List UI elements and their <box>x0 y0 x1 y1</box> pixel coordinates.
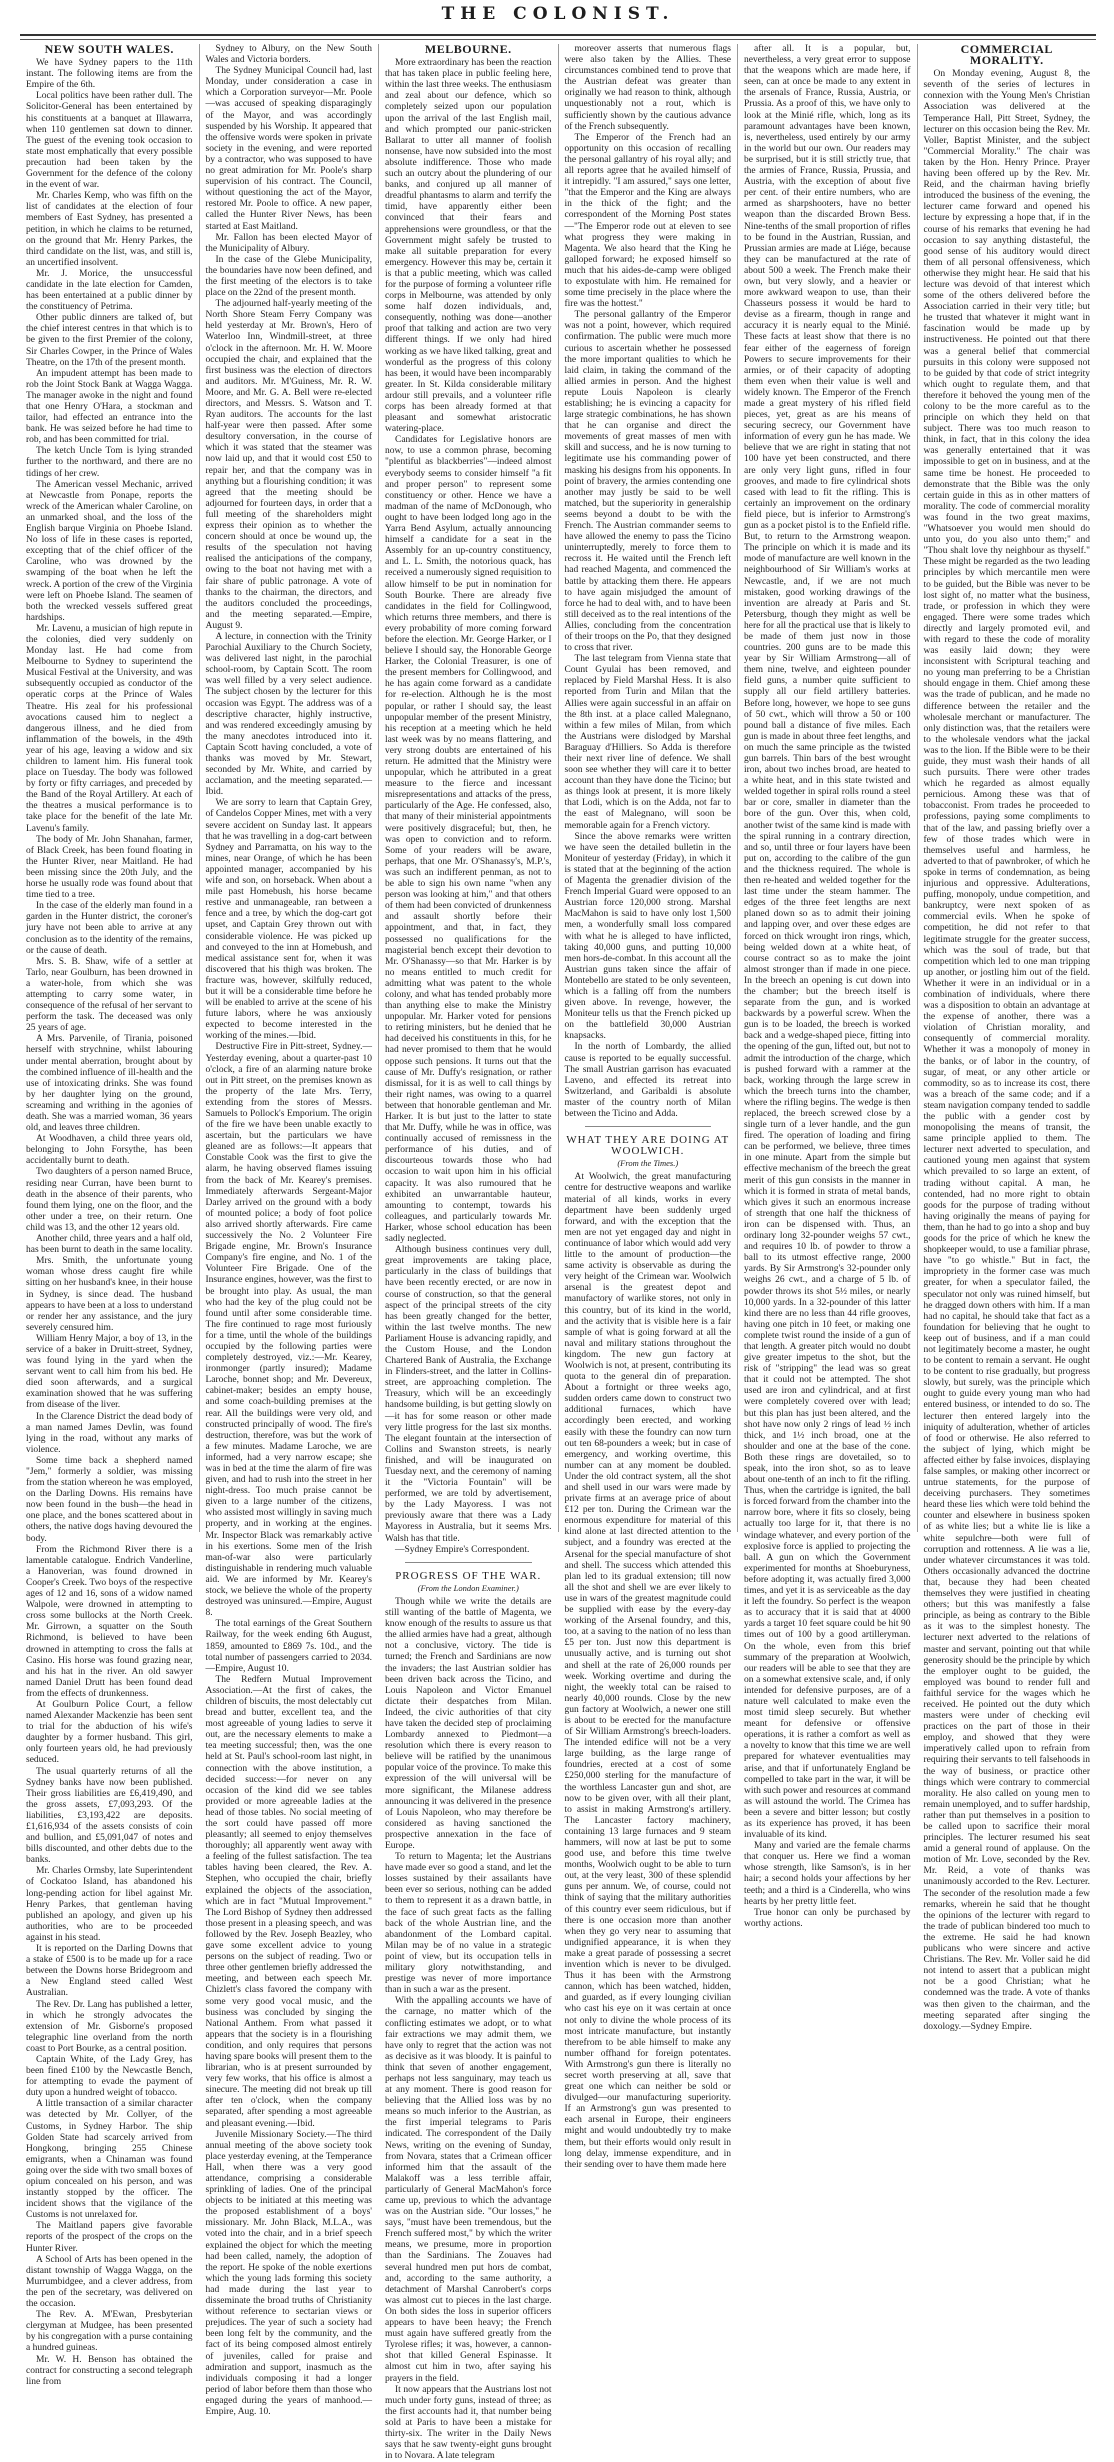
article-paragraph: The usual quarterly returns of all the Sydney banks have now been published. Their gross liabilities are £6,419,490, and the gross assets, £7,093,293. Of the liabilities, £3,193,422 are deposits. £1,616,934 of the assets consists of coin and bullion, and £5,091,047 of notes and bills discounted, and other debts due to the banks. <box>26 1766 193 1866</box>
article-paragraph: We are sorry to learn that Captain Grey, of Candelos Copper Mines, met with a very severe accident on Sunday last. It appears that he was travelling in a dog-cart between Sydney and Parramatta, on his way to the mines, near Orange, of which he has been appointed manager, accompanied by his wife and son, on horseback. When about a mile past Homebush, his horse became restive and unmanageable, ran between a fence and a tree, by which the dog-cart got upset, and Captain Grey thrown out with considerable violence. He was picked up and conveyed to the inn at Homebush, and medical assistance sent for, when it was discovered that his thigh was broken. The fracture was, however, skilfully reduced, but it will be a considerable time before he will be enabled to arrive at the scene of his future labors, where he was anxiously expected to become interested in the working of the mines.—Ibid. <box>205 798 372 1042</box>
article-paragraph: Candidates for Legislative honors are now, to use a common phrase, becoming "plentiful as blackberries"—indeed almost everybody seems to consider himself "a fit and proper person" to represent some constituency or other. Hence we have a madman of the name of McDonough, who ought to have been lodged long ago in the Yarra Bend Asylum, actually announcing himself a candidate for a seat in the Assembly for an up-country constituency, and L. L. Smith, the notorious quack, has received a numerously signed requisition to allow himself to be put in nomination for South Bourke. There are already five candidates in the field for Collingwood, which returns three members, and there is every probability of more coming forward before the election. Mr. George Harker, or I believe I should say, the Honorable George Harker, the Colonial Treasurer, is one of the present members for Collingwood, and he has again come forward as a candidate for re-election. Although he is the most popular, or rather I should say, the least unpopular member of the present Ministry, his reception at a meeting which he held last week was by no means flattering, and very strong doubts are entertained of his return. He admitted that the Ministry were unpopular, which he attributed in a great measure to the fierce and incessant misrepresentations and attacks of the press, particularly of the Age. He confessed, also, that many of their ministerial appointments were positively disgraceful; but, then, he was open to conviction and to reform. Some of your readers will be aware, perhaps, that one Mr. O'Shanassy's, M.P.'s, was such an indifferent penman, as not to be able to sign his own name "when any person was looking at him," and that others of them had been convicted of drunkenness and assault shortly before their appointment, and that, in fact, they possessed no qualifications for the magisterial bench except their devotion to Mr. O'Shanassy—so that Mr. Harker is by no means entitled to much credit for admitting what was patent to the whole colony, and what has tended probably more than anything else to make the Ministry unpopular. Mr. Harker voted for pensions to retiring ministers, but he denied that he had deceived his constituents in this, for he had never promised to them that he would oppose such pensions. It turns out that the cause of Mr. Duffy's resignation, or rather dismissal, for it is as well to call things by their right names, was owing to a quarrel between that honorable gentleman and Mr. Harker. It is but just to the latter to state that Mr. Duffy, while he was in office, was continually accused of remissness in the performance of his duties, and of discourteous towards those who had occasion to wait upon him in his official capacity. It was also rumoured that he exhibited an unwarrantable hauteur, amounting to contempt, towards his colleagues, and particularly towards Mr. Harker, whose school education has been sadly neglected. <box>385 435 552 1245</box>
article-paragraph: An impudent attempt has been made to rob the Joint Stock Bank at Wagga Wagga. The manager awoke in the night and found that one Henry O'Hara, a stockman and tailor, had effected an entrance into the bank. He was seized before he had time to rob, and has been committed for trial. <box>26 368 193 446</box>
article-paragraph: At Goulburn Police Court, a fellow named Alexander Mackenzie has been sent to trial for the abduction of his wife's daughter by a former husband. This girl, only fourteen years old, he had previously seduced. <box>26 1699 193 1766</box>
article-paragraph: Sydney to Albury, on the New South Wales and Victoria borders. <box>205 44 372 66</box>
article-paragraph: The adjourned half-yearly meeting of the North Shore Steam Ferry Company was held yesterday at Mr. Brown's, Hero of Waterloo Inn, Windmill-street, at three o'clock in the afternoon. Mr. H. W. Moore occupied the chair, and explained that the first business was the election of directors and auditors. Mr. M'Guiness, Mr. R. W. Moore, and Mr. G. A. Bell were re-elected directors, and Messrs. S. Watson and T. Ryan auditors. The accounts for the last half-year were then passed. After some desultory conversation, in the course of which it was stated that the steamer was now laid up, and that it would cost £50 to repair her, and that the company was in anything but a flourishing condition; it was agreed that the meeting should be adjourned for fourteen days, in order that a full meeting of the shareholders might express their opinion as to whether the concern should at once be wound up, the results of the speculation not having realised the anticipations of the company, owing to the boat not having met with a fair share of public patronage. A vote of thanks to the chairman, the directors, and the auditors concluded the proceedings, and the meeting separated.—Empire, August 9. <box>205 299 372 631</box>
article-paragraph: Mr. Charles Kemp, who was fifth on the list of candidates at the election of four members of East Sydney, has presented a petition, in which he claims to be returned, on the ground that Mr. Henry Parkes, the third candidate on the list, was, and still is, an uncertified insolvent. <box>26 191 193 268</box>
article-heading: WHAT THEY ARE DOING AT WOOLWICH. <box>566 1134 730 1158</box>
article-paragraph: Another child, three years and a half old, has been burnt to death in the same locality. <box>26 1234 193 1256</box>
article-paragraph: after all. It is a popular, but, nevertheless, a very great error to suppose that the weapons which are made here, if seen, can at once be made to any extent in the arsenals of France, Russia, Austria, or Prussia. As a proof of this, we have only to look at the Minié rifle, which, long as its paramount advantages have been known, is, nevertheless, used entirely by our army in the world but our own. Our readers may be surprised, but it is still strictly true, that the armies of France, Russia, Prussia, and Austria, with the exception of about five per cent. of their entire numbers, who are armed as sharpshooters, have no better weapon than the discarded Brown Bess. Nine-tenths of the small proportion of rifles to be found in the Austrian, Russian, and Prussian armies are made at Liége, because they can be manufactured at the rate of about 500 a week. The French make their own, but very slowly, and a heavier or more awkward weapon to use, than their Chasseurs possess it would be hard to devise as a firearm, though in range and accuracy it is nearly equal to the Minié. These facts at least show that there is no fear either of the eagerness of foreign Powers to secure improvements for their armies, or of their capacity of adopting them even when their value is well and widely known. The Emperor of the French made a great mystery of his rifled field pieces, yet, great as are his means of securing secrecy, our Government have information of every gun he has made. We believe that we are right in stating that not 100 have yet been constructed, and there are only very light guns, rifled in four grooves, and made to fire cylindrical shots cased with lead to fit the rifling. This is certainly an improvement on the ordinary field piece, but is inferior to Armstrong's gun as a pocket pistol is to the Enfield rifle. But, to return to the Armstrong weapon. The principle on which it is made and its mode of manufacture are well known in the neighbourhood of Sir William's works at Newcastle, and, if we are not much mistaken, good working drawings of the invention are already at Paris and St. Petersburg, though they might as well be here for all the practical use that is likely to be made of them just now in those countries. 200 guns are to be made this year by Sir William Armstrong—all of them nine, twelve, and eighteen pounder field guns, a number quite sufficient to supply all our field artillery batteries. Before long, however, we hope to see guns of 50 cwt., which will throw a 50 or 100 pound ball a distance of five miles. Each gun is made in about three feet lengths, and on much the same principle as the twisted gun barrels. Thin bars of the best wrought iron, about two inches broad, are heated to a white heat, and in this state twisted and welded together in spiral rolls round a steel bar or core, smaller in diameter than the bore of the gun. Over this, when cold, another twist of the same kind is made with the spiral running in a contrary direction, and so, until three or four layers have been put on, according to the calibre of the gun and the thickness required. The whole is then re-heated and welded together for the last time under the steam hammer. The edges of the three feet lengths are next planed down so as to admit their joining and lapping over, and over these edges are forced on thick wrought iron rings, which, being welded down at a white heat, of course contract so as to make the joint almost stronger than if made in one piece. In the breech an opening is cut down into the chamber; but the breech itself is separate from the gun, and is worked backwards by a powerful screw. When the gun is to be loaded, the breech is worked back and a wedge-shaped piece, fitting into the opening of the gun, lifted out, but not to admit the introduction of the charge, which is pushed forward with a rammer at the back, working through the large screw in which the breech turns into the chamber, where the rifling begins. The wedge is then replaced, the breech screwed close by a single turn of a lever handle, and the gun fired. The operation of loading and firing can be performed, we believe, three times in one minute. Apart from the simple but effective mechanism of the breech the great merit of this gun consists in the manner in which it is formed in strata of metal bands, which gives it such an enormous increase of strength that one half the thickness of iron can be dispensed with. Thus, an ordinary long 32-pounder weighs 57 cwt., and requires 10 lb. of powder to throw a ball to its utmost effective range, 2000 yards. By Sir Armstrong's 32-pounder only weighs 26 cwt., and a charge of 5 lb. of powder throws its shot 5½ miles, or nearly 10,000 yards. In a 32-pounder of this latter kind there are no less than 44 rifle grooves, having one pitch in 10 feet, or making one complete twist round the inside of a gun of that length. A greater pitch would no doubt give greater impetus to the shot, but the risk of "stripping" the lead was so great that it could not be attempted. The shot used are iron and cylindrical, and at first were completely covered over with lead; but this plan has just been altered, and the shot have now only 2 rings of lead ½ inch thick, and 1½ inch broad, one at the shoulder and one at the base of the cone. Both these rings are dovetailed, so to speak, into the iron shot, so as to leave about one-tenth of an inch to fit the rifling. Thus, when the cartridge is ignited, the ball is forced forward from the chamber into the narrow bore, where it fits so closely, being actually too large for it, that there is no windage whatever, and every portion of the explosive force is applied to projecting the ball. A gun on which the Government experimented for months at Shoeburyness, before adopting it, was actually fired 3,000 times, and yet it is as serviceable as the day it left the foundry. So perfect is the weapon as to accuracy that it is said that at 4000 yards a target 10 feet square could be hit 90 times out of 100 by a good artilleryman. On the whole, even from this brief summary of the preparation at Woolwich, our readers will be able to see that they are on a somewhat extensive scale, and, if only intended for defensive purposes, are of a nature well calculated to make even the most timid sleep securely. But whether meant for defensive or offensive operations, it is rather a comfort as well as a novelty to know that this time we are well prepared for whatever eventualities may arise, and that if unfortunately England be compelled to take part in the war, it will be with such power and resources at command as will astound the world. The Crimea has been a severe and bitter lesson; but costly as its experience has proved, it has been invaluable of its kind. <box>744 44 911 1841</box>
article-paragraph: Mr. Lavenu, a musician of high repute in the colonies, died very suddenly on Monday last. He had come from Melbourne to Sydney to superintend the Musical Festival at the University, and was subsequently occupied as conductor of the operatic corps at the Prince of Wales Theatre. His zeal for his professional avocations caused him to neglect a dangerous illness, and he died from inflammation of the bowels, in the 49th year of his age, leaving a widow and six children to lament him. His funeral took place on Tuesday. The body was followed by forty or fifty carriages, and preceded by the Band of the Royal Artillery. At each of the theatres a musical performance is to take place for the benefit of the late Mr. Lavenu's family. <box>26 623 193 834</box>
article-paragraph: A little transaction of a similar character was detected by Mr. Collyer, of the Customs, in Sydney Harbor. The ship Golden State had scarcely arrived from Hongkong, bringing 255 Chinese emigrants, when a Chinaman was found going over the side with two small boxes of opium concealed on his person, and was instantly stopped by the officer. The incident shows that the vigilance of the Customs is not unrelaxed for. <box>26 2099 193 2221</box>
article-paragraph: A School of Arts has been opened in the distant township of Wagga Wagga, on the Murrumbidgee, and a clever address, from the pen of the secretary, was delivered on the occasion. <box>26 2254 193 2310</box>
article-paragraph: moreover asserts that numerous flags were also taken by the Allies. These circumstances combined tend to prove that the Austrian defeat was greater than originally we had reason to think, although unquestionably not a rout, which is sufficiently shown by the cautious advance of the French subsequently. <box>564 44 731 132</box>
article-paragraph: In the case of the Glebe Municipality, the boundaries have now been defined, and the first meeting of the electors is to take place on the 22nd of the present month. <box>205 254 372 299</box>
article-paragraph: True honor can only be purchased by worthy actions. <box>744 1907 911 1929</box>
article-heading: NEW SOUTH WALES. <box>44 42 174 56</box>
masthead-rule <box>20 39 1096 40</box>
article-paragraph: Mrs. S. B. Shaw, wife of a settler at Tarlo, near Goulburn, has been drowned in a water-hole, from which she was attempting to carry some water, in consequence of the refusal of her servant to perform the task. The deceased was only 25 years of age. <box>26 956 193 1034</box>
article-paragraph: —Sydney Empire's Correspondent. <box>395 1544 530 1555</box>
article-paragraph: Mr. Charles Ormsby, late Superintendent of Cockatoo Island, has abandoned his long-pending action for libel against Mr. Henry Parkes, that gentleman having published an apology, and given up his authorities, who are to be proceeded against in his stead. <box>26 1866 193 1943</box>
article-paragraph: In the Clarence District the dead body of a man named James Devlin, was found lying in the road, without any marks of violence. <box>26 1411 193 1455</box>
article-paragraph: On Monday evening, August 8, the seventh of the series of lectures in connexion with the Young Men's Christian Association was delivered at the Temperance Hall, Pitt Street, Sydney, the lecturer on this occasion being the Rev. Mr. Voller, Baptist Minister, and the subject "Commercial Morality." The chair was taken by the Hon. Henry Prince. Prayer having been offered up by the Rev. Mr. Reid, and the chairman having briefly introduced the business of the evening, the lecturer came forward and opened his lecture by expressing a hope that, if in the course of his remarks that evening he had occasion to say anything distasteful, the good sense of his auditory would direct them of all personal offensiveness, which otherwise they might hear. He said that his lecture was devoid of that interest which some of the others delivered before the Association carried in their very title; but he trusted that whatever it might want in fascination would be made up by instructiveness. He pointed out that there was a general belief that commercial pursuits in this colony were supposed not to be guided by that code of strict integrity which ought to regulate them, and that therefore it behoved the young men of the colony to be the more careful as to the principle on which they held on that subject. There was too much reason to think, in fact, that in this colony the idea was generally entertained that it was impossible to get on in business, and at the same time be honest. He proceeded to demonstrate that the Bible was the only certain guide in this as in other matters of morality. The code of commercial morality was found in the two great maxims, "Whatsoever you would men should do unto you, do you also unto them;" and "Thou shalt love thy neighbour as thyself." These might be regarded as the two leading principles by which mercantile men were to be guided, but the Bible was never to be lost sight of, no matter what the business, trade, or profession in which they were engaged. There were some trades which directly and largely promoted evil, and with regard to these the code of morality was easily laid down; they were inconsistent with Scriptural teaching and no young man preferring to be a Christian should engage in them. Chief among these was the trade of publican, and he made no difference between the retailer and the wholesale merchant or manufacturer. The only distinction was, that the retailers were to the wholesale vendors what the jackal was to the lion. If the Bible were to be their guide, they must wash their hands of all such pursuits. There were other trades which he regarded as almost equally pernicious. Among these was that of tobacconist. From trades he proceeded to professions, paying some compliments to that of the law, and passing briefly over a few of those trades which were in themselves useful and harmless, he adverted to that of pawnbroker, of which he spoke in terms of condemnation, as being injurious and oppressive. Adulterations, puffing, monopoly, undue competition, and bankruptcy, were next spoken of as commercial evils. When he spoke of competition, he did not refer to that legitimate struggle for the greater success, which was the soul of trade, but that competition which led to one man tripping up another, or jostling him out of the field. Whether it were in an individual or in a combination of individuals, where there was a disposition to obtain an advantage at the expense of another, there was a violation of Christian morality, and consequently of commercial morality. Whether it was a monopoly of money in the banks, or of labor in the country, of sugar, of meat, or any other article or commodity, so as to increase its cost, there was a breach of the same code; and if a steam navigation company tended to saddle the public with a gender cost by monopolising the means of transit, the same principle applied to them. The lecturer next adverted to speculation, and cautioned young men against that system which prevailed to so large an extent, of trading without capital. A man, he contended, had no more right to obtain goods for the purpose of trading without having originally the means of paying for them, than he had to go into a shop and buy goods for the price of which he knew the shopkeeper would, to use a familiar phrase, have "to go whistle." But in fact, the impropriety in the former case was much greater, for when a speculator failed, the speculator not only was ruined himself, but he dragged down others with him. If a man had no capital, he should take that fact as a foundation for believing that he ought to keep out of business, and if a man could not legitimately become a master, he ought to be content to remain a servant. He ought to be content to rise gradually, but progress slowly, but surely, was the principle which ought to guide every young man who had entered business, or intended to do so. The lecturer then entered largely into the iniquity of adulteration, whether of articles of food or otherwise. He also referred to the subject of lying, which might be affected either by false invoices, displaying false samples, or making other incorrect or untrue statements, for the purpose of deceiving purchasers. They sometimes heard these lies which were told behind the counter and elsewhere in business spoken of as white lies; but a white lie is like a white sepulchre—both were full of corruption and rottenness. A lie was a lie, under whatever circumstances it was told. Others occasionally advanced the doctrine that, because they had been cheated themselves they were justified in cheating others; but this was manifestly a false principle, as being as contrary to the Bible as it was to the simplest honesty. The lecturer next adverted to the relations of master and servant, pointing out that while generosity should be the principle by which the employer ought to be guided, the employed was bound to render full and faithful service for the wages which he received. He pointed out the duty which masters were under of checking evil practices on the part of those in their employ, and showed that they were imperatively called upon to refrain from requiring their servants to tell falsehoods in the way of business, or practice other things which were contrary to commercial morality. He also called on young men to remain unemployed, and to suffer hardship, rather than put themselves in a position to be called upon to sacrifice their moral principles. The lecturer resumed his seat amid a general round of applause. On the motion of Mr. Love, seconded by the Rev. Mr. Reid, a vote of thanks was unanimously accorded to the Rev. Lecturer. The seconder of the resolution made a few remarks, wherein he said that he thought the opinions of the lecturer with regard to the trade of publican bindered too much to the extreme. He said he had known publicans who were sincere and active Christians. The Rev. Mr. Voller said he did not intend to assert that a publican might not be a good Christian; what he condemned was the trade. A vote of thanks was then given to the chairman, and the meeting separated after singing the doxology.—Sydney Empire. <box>923 69 1090 2032</box>
article-paragraph: The American vessel Mechanic, arrived at Newcastle from Ponape, reports the wreck of the American whaler Caroline, on an unmarked shoal, and the loss of the English barque Virginia on Phoebe Island. No loss of life in these cases is reported, excepting that of the chief officer of the Caroline, who was drowned by the swamping of the boat when he left the wreck. A portion of the crew of the Virginia were left on Phoebe Island. The seamen of both the wrecked vessels suffered great hardships. <box>26 479 193 623</box>
article-divider <box>405 1562 532 1563</box>
article-paragraph: The Rev. A. M'Ewan, Presbyterian clergyman at Mudgee, has been presented by his congregation with a purse containing a hundred guineas. <box>26 2310 193 2354</box>
article-paragraph: It is reported on the Darling Downs that a stake of £500 is to be made up for a race between the Downs horse Bridegroom and a New England steed called West Australian. <box>26 1944 193 1999</box>
article-paragraph: The body of Mr. John Shanahan, farmer, of Black Creek, has been found floating in the Hunter River, near Maitland. He had been missing since the 20th July, and the horse he usually rode was found about that time tied to a tree. <box>26 834 193 901</box>
article-paragraph: Mr. Fallon has been elected Mayor of the Municipality of Albury. <box>205 232 372 254</box>
article-paragraph: Although business continues very dull, great improvements are taking place, particularly in the class of buildings that have been recently erected, or are now in course of construction, so that the general aspect of the principal streets of the city has been greatly changed for the better, within the last twelve months. The new Parliament House is advancing rapidly, and the Custom House, and the London Chartered Bank of Australia, the Exchange in Flinders-street, and the latter in Collins-street, are approaching completion. The Treasury, which will be an exceedingly handsome building, is but getting slowly on—it has for some reason or other made very little progress for the last six months. The elegant fountain at the intersection of Collins and Swanston streets, is nearly finished, and will be inaugurated on Tuesday next, and the ceremony of naming it the "Victoria Fountain" will be performed, we are told by advertisement, by the Lady Mayoress. I was not previously aware that there was a Lady Mayoress in Australia, but it seems Mrs. Walsh has that title. <box>385 1245 552 1544</box>
article-paragraph: A lecture, in connection with the Trinity Parochial Auxiliary to the Church Society, was delivered last night, in the parochial school-room, by Captain Scott. The room was well filled by a very select audience. The subject chosen by the lecturer for this occasion was Egypt. The address was of a descriptive character, highly instructive, and was rendered exceedingly amusing by the many anecdotes introduced into it. Captain Scott having concluded, a vote of thanks was moved by Mr. Stewart, seconded by Mr. White, and carried by acclamation, and the meeting separated.—Ibid. <box>205 631 372 798</box>
article-paragraph: Some time back a shepherd named "Jem," formerly a soldier, was missing from the station whereon he was employed, on the Darling Downs. His remains have now been found in the bush—the head in one place, and the bones scattered about in others, the native dogs having devoured the body. <box>26 1455 193 1544</box>
column-4 <box>559 44 739 2170</box>
article-paragraph: The Redfern Mutual Improvement Association.—At the first of cakes, the children of biscuits, the most delectably cut bread and butter, excellent tea, and the most agreeable of young ladies to serve it out, are the necessary elements to make a tea meeting successful; then, was the one held at St. Paul's school-room last night, in connection with the above institution, a decided success:—for never on any occasion of the kind did we see tables provided or more agreeable ladies at the head of those tables. No social meeting of the sort could have passed off more pleasantly; all seemed to enjoy themselves thoroughly; all apparently went away with a feeling of the fullest satisfaction. The tea tables having been cleared, the Rev. A. Stephen, who occupied the chair, briefly explained the objects of the association, which are in fact "Mutual Improvement." The Lord Bishop of Sydney then addressed those present in a pleasing speech, and was followed by the Rev. Joseph Beazley, who gave some excellent advice to young persons on the subject of reading. Two or three other gentlemen briefly addressed the meeting, and between each speech Mr. Chizlett's class favored the company with some very good vocal music, and the business was concluded by singing the National Anthem. From what passed it appears that the society is in a flourishing condition, and only requires that persons having spare books will present them to the librarian, who is at present surrounded by very few works, that his office is almost a sinecure. The meeting did not break up till after ten o'clock, when the company separated, after spending a most agreeable and pleasant evening.—Ibid. <box>205 1674 372 2129</box>
article-paragraph: Local politics have been rather dull. The Solicitor-General has been entertained by his constituents at a banquet at Illawarra, when 110 gentlemen sat down to dinner. The guest of the evening took occasion to state most emphatically that every possible precaution had been taken by the Government for the defence of the colony in the event of war. <box>26 91 193 191</box>
article-divider <box>585 1126 712 1127</box>
article-heading: MELBOURNE. <box>424 42 512 56</box>
article-heading: PROGRESS OF THE WAR. <box>395 1569 542 1582</box>
article-paragraph: At Woolwich, the great manufacturing centre for destructive weapons and warlike material of all kinds, works in every department have been suddenly urged forward, and with the exception that the men are not yet engaged day and night in continuance of labor which would add very little to the amount of production—the same activity is observable as during the very height of the Crimean war. Woolwich arsenal is the greatest depot and manufactory of warlike stores, not only in this country, but of its kind in the world, and the activity that is visible here is a fair sample of what is going forward at all the naval and military stations throughout the kingdom. The new gun factory at Woolwich is not, at present, contributing its quota to the general din of preparation. About a fortnight or three weeks ago, sudden orders came down to construct two additional furnaces, which have accordingly been erected, and working easily with these the foundry can now turn out ten 68-pounders a week; but in case of emergency, and working overtime, this number can at any moment be doubled. Under the old contract system, all the shot and shell used in our wars were made by private firms at an average price of about £12 per ton. During the Crimean war the enormous expenditure for material of this kind alone at last directed attention to the subject, and a foundry was erected at the Arsenal for the special manufacture of shot and shell. The success which attended this plan led to its gradual extension; till now all the shot and shell we are ever likely to use in wars of the greatest magnitude could be supplied with ease by the every-day working of the Arsenal foundry, and this, too, at a saving to the nation of no less than £5 per ton. Just now this department is unusually active, and is turning out shot and shell at the rate of 26,000 rounds per week. Working overtime and during the night, the weekly total can be raised to nearly 40,000 rounds. Close by the new gun factory at Woolwich, a newer one still is about to be erected for the manufacture of Sir William Armstrong's breech-loaders. The intended edifice will not be a very large building, as the large range of foundries, erected at a cost of some £250,000 sterling for the manufacture of the worthless Lancaster gun and shot, are now to be given over, with all their plant, to assist in making Armstrong's artillery. The Lancaster factory machinery, containing 13 large furnaces and 9 steam hammers, will now at last be put to some good use, and before this time twelve months, Woolwich ought to be able to turn out, at the very least, 300 of these splendid guns per annum. We, of course, could not think of saying that the military authorities of this country ever seem ridiculous, but if there is one occasion more than another when they go very near to assuming that undignified appearance, it is when they make a great parade of possessing a secret invention which is never to be divulged. Thus it has been with the Armstrong cannon, which has been watched, hidden, and guarded, as if every lounging civilian who cast his eye on it was certain at once not only to divine the whole process of its most intricate manufacture, but instantly therefrom to be able himself to make any number offhand for foreign potentates. With Armstrong's gun there is literally no secret worth preserving at all, save that great one which can neither be sold or divulged—our manufacturing superiority. If an Armstrong's gun was presented to each arsenal in Europe, their engineers might and would undoubtedly try to make them, but their efforts would only result in long delay, immense expenditure, and in their sending over to have them made here <box>564 1172 731 2170</box>
article-paragraph: Two daughters of a person named Bruce, residing near Curran, have been burnt to death in the absence of their parents, who found them lying, one on the floor, and the other under a tree, on their return. One child was 13, and the other 12 years old. <box>26 1167 193 1233</box>
article-paragraph: The Sydney Municipal Council had, last Monday, under consideration a case in which a Corporation surveyor—Mr. Poole—was accused of speaking disparagingly of the Mayor, and was accordingly suspended by his Worship. It appeared that the offensive words were spoken in private society in the evening, and were reported by a contractor, who was supposed to have no great admiration for Mr. Poole's sharp supervision of his contract. The Council, without questioning the act of the Mayor, restored Mr. Poole to office. A new paper, called the Hunter River News, has been started at East Maitland. <box>205 66 372 232</box>
article-paragraph: Other public dinners are talked of, but the chief interest centres in that which is to be given to the first Premier of the colony, Sir Charles Cowper, in the Prince of Wales Theatre, on the 17th of the present month. <box>26 313 193 368</box>
article-source: (From the London Examiner.) <box>417 1582 519 1593</box>
column-3 <box>379 42 559 2462</box>
article-paragraph: It now appears that the Austrians lost not much under forty guns, instead of three; as the first accounts had it, that number being sold at Paris to have been a mistake for thirty-six. The writer in the Daily News says that he saw twenty-eight guns brought in to Novara. A late telegram <box>385 2384 552 2462</box>
article-paragraph: In the case of the elderly man found in a garden in the Hunter district, the coroner's jury have not been able to arrive at any conclusion as to the identity of the remains, or the cause of death. <box>26 901 193 956</box>
article-paragraph: To return to Magenta; let the Austrians have made ever so good a stand, and let the losses sustained by their assailants have been ever so serious, nothing can be added to them to represent it as a drawn battle, in the face of such great facts as the falling back of the whole Austrian line, and the abandonment of the Lombard capital. Milan may be of no value in a strategic point of view, but its occupation tells in military glory notwithstanding, and prestige was never of more importance than in such a war as the present. <box>385 1852 552 1996</box>
article-paragraph: Though while we write the details are still wanting of the battle of Magenta, we know enough of the results to assure us that the allied armies have had a great, although not a conclusive, victory. The tide is turned; the French and Sardinians are now the invaders; the last Austrian soldier has been driven back across the Ticino, and Louis Napoleon and Victor Emanuel dictate their despatches from Milan. Indeed, the civic authorities of that city have taken the decided step of proclaiming Lombardy annexed to Piedmont—a resolution which there is every reason to believe will be ratified by the unanimous popular voice of the province. To make this expression of the will universal will be more significant, the Milanese address announcing it was delivered in the presence of Louis Napoleon, who may therefore be considered as having sanctioned the prospective annexation in the face of Europe. <box>385 1596 552 1851</box>
article-paragraph: The personal gallantry of the Emperor was not a point, however, which required confirmation. The public were much more curious to ascertain whether he possessed the more important qualities to which he laid claim, in taking the command of the allied armies in person. And the highest repute Louis Napoleon is clearly establishing; he is evincing a capacity for large strategic combinations, he has shown that he can organise and direct the movements of great masses of men with skill and success, and he is now turning to legitimate use his commanding power of masking his designs from his opponents. In point of bravery, the armies contending one another may justly be said to be well matched, but the superiority in generalship seems beyond a doubt to be with the French. The Austrian commander seems to have allowed the enemy to pass the Ticino uninterruptedly, merely to force them to recross it. He waited until the French left had reached Magenta, and commenced the battle by attacking them there. He appears to have again misjudged the amount of force he had to deal with, and to have been still deceived as to the real intentions of the Allies, concluding from the concentration of their troops on the Po, that they designed to cross that river. <box>564 310 731 654</box>
article-paragraph: The last telegram from Vienna state that Count Gyulai has been removed, and replaced by Field Marshal Hess. It is also reported from Turin and Milan that the Allies were again successful in an affair on the 8th inst. at a place called Malegnano, within a few miles of Milan, from which the Austrians were dislodged by Marshal Baraguay d'Hilliers. So Adda is therefore their next river line of defence. We shall soon see whether they will care it to better account than they have done the Ticino; but as things look at present, it is more likely that Lodi, which is on the Adda, not far to the east of Malegnano, will soon be memorable again for a French victory. <box>564 654 731 831</box>
column-6 <box>918 42 1097 2032</box>
column-2 <box>200 44 380 2417</box>
article-paragraph: Captain White, of the Lady Grey, has been fined £100 by the Newcastle Bench, for attempting to evade the payment of duty upon a hundred weight of tobacco. <box>26 2054 193 2099</box>
article-paragraph: More extraordinary has been the reaction that has taken place in public feeling here, within the last three weeks. The enthusiasm and zeal about our defence, which so completely seized upon our population upon the arrival of the last English mail, and which prompted our panic-stricken Ballarat to utter all manner of foolish nonsense, have now subsided into the most absolute indifference. Those who made such an outcry about the plundering of our banks, and conjured up all manner of dreadful phantasms to alarm and terrify the timid, have apparently either been convinced that their fears and apprehensions were groundless, or that the Government might safely be trusted to make all suitable preparation for every emergency. However this may be, certain it is that a public meeting, which was called for the purpose of forming a volunteer rifle corps in Melbourne, was attended by only some half dozen individuals, and, consequently, nothing was done—another proof that talking and action are two very different things. If we only had hired working as we have liked talking, great and wonderful as the progress of this colony has been, it would have been incomparably greater. In St. Kilda considerable military ardour still prevails, and a volunteer rifle corps has been already formed at that pleasant and somewhat aristocratic watering-place. <box>385 58 552 435</box>
article-paragraph: Mr. J. Morice, the unsuccessful candidate in the late election for Camden, has been entertained at a public dinner by the constituency of Petrima. <box>26 268 193 313</box>
masthead <box>20 0 1096 36</box>
article-paragraph: The Maitland papers give favorable reports of the prospect of the crops on the Hunter River. <box>26 2221 193 2254</box>
article-paragraph: William Henry Major, a boy of 13, in the service of a baker in Druitt-street, Sydney, was found lying in the yard when the servant went to call him from his bed. He died soon afterwards, and a surgical examination showed that he was suffering from disease of the liver. <box>26 1333 193 1411</box>
article-paragraph: Mrs. Smith, the unfortunate young woman whose dress caught fire while sitting on her husband's knee, in their house in Sydney, is since dead. The husband appears to have been at a loss to understand or render her any assistance, and the jury severely censured him. <box>26 1256 193 1333</box>
article-source: (From the Times.) <box>617 1158 679 1169</box>
article-paragraph: Since the above remarks were written we have seen the detailed bulletin in the Moniteur of yesterday (Friday), in which it is stated that at the beginning of the action of Magenta the grenadier division of the French Imperial Guard were opposed to an Austrian force 120,000 strong. Marshal MacMahon is said to have only lost 1,500 men, a wonderfully small loss compared with what he is alleged to have inflicted, taking 40,000 guns, and putting 10,000 men hors-de-combat. In this account all the Austrian guns taken since the affair of Montebello are stated to be only seventeen, which is a falling off from the numbers given above. In revenge, however, the Moniteur tells us that the French picked up on the battlefield 30,000 Austrian knapsacks. <box>564 831 731 1042</box>
article-paragraph: Destructive Fire in Pitt-street, Sydney.—Yesterday evening, about a quarter-past 10 o'clock, a fire of an alarming nature broke out in Pitt street, on the premises known as the property of the late Mrs. Terry, extending from the stores of Messrs. Samuels to Pollock's Emporium. The origin of the fire we have been unable exactly to ascertain, but the particulars we have gleaned are as follows:—It appears that Constable Cook was the first to give the alarm, he having observed flames issuing from the back of Mr. Kearey's premises. Immediately afterwards Sergeant-Major Darley arrived on the ground with a body of mounted police; a body of foot police also arrived shortly afterwards. Fire came successively the No. 2 Volunteer Fire Brigade engine, Mr. Brown's Insurance Company's fire engine, and No. 1 of the Volunteer Fire Brigade. One of the Insurance engines, however, was the first to be brought into play. As usual, the man who had the key of the plug could not be found until after some considerable time. The fire continued to rage most furiously for a time, until the whole of the buildings occupied by the following parties were completely destroyed, viz.:—Mr. Kearey, ironmonger (partly insured); Madame Laroche, bonnet shop; and Mr. Devereux, cabinet-maker; besides an empty house, and some coach-building premises at the rear. All the buildings were very old, and constructed principally of wood. The fire's destruction, therefore, was but the work of a few minutes. Madame Laroche, we are informed, had a very narrow escape; she was in bed at the time the alarm of fire was given, and had to rush into the street in her night-dress. Too much praise cannot be given to a large number of the citizens, who assisted most willingly in saving much property, and in working at the engines. Mr. Inspector Black was remarkably active in his exertions. Some men of the Irish man-of-war also were particularly distinguishable in rendering much valuable aid. We are informed by Mr. Kearey's stock, we believe the whole of the property destroyed was uninsured.—Empire, August 8. <box>205 1042 372 1619</box>
column-1 <box>20 42 200 2387</box>
article-columns <box>20 42 1096 2462</box>
article-paragraph: At Woodhaven, a child three years old, belonging to John Forsythe, has been accidentally burnt to death. <box>26 1134 193 1167</box>
article-paragraph: Mr. W. H. Benson has obtained the contract for constructing a second telegraph line from <box>26 2354 193 2387</box>
article-paragraph: Many and varied are the female charms that conquer us. Here we find a woman whose strength, like Samson's, is in her hair; a second holds your affections by her teeth; and a third is a Cinderella, who wins hearts by her pretty little feet. <box>744 1841 911 1907</box>
article-paragraph: The ketch Uncle Tom is lying stranded further to the northward, and there are no tidings of her crew. <box>26 446 193 479</box>
article-paragraph: The Rev. Dr. Lang has published a letter, in which he strongly advocates the extension of Mr. Gisborne's proposed telegraphic line overland from the north coast to Port Bourke, as a central position. <box>26 1999 193 2054</box>
article-paragraph: With the appalling accounts we have of the carnage, no matter which of the conflicting estimates we adopt, or to what fair extractions we may admit them, we have only to regret that the action was not as decisive as it was bloody. It is painful to think that seven of another engagement, perhaps not less sanguinary, may teach us at any moment. There is good reason for believing that the Allied loss was by no means so much inferior to the Austrian, as the first imperial telegrams to Paris indicated. The correspondent of the Daily News, writing on the evening of Sunday, from Novara, states that a Crimean officer informed him that the assault of the Malakoff was a less terrible affair, particularly of General MacMahon's force came up, previous to which the advantage was on the Austrian side. "Our losses," he says, "must have been tremendous, but the French suffered most," by which the writer means, we presume, more in proportion than the Sardinians. The Zouaves had several hundred men put hors de combat, and, according to the same authority, a detachment of Marshal Canrobert's corps was almost cut to pieces in the last charge. On both sides the loss in superior officers appears to have been heavy; the French must again have suffered greatly from the Tyrolese rifles; it was, however, a cannon-shot that killed General Espinasse. It almost cut him in two, after saying his prayers in the field. <box>385 1996 552 2384</box>
article-paragraph: In the north of Lombardy, the allied cause is reported to be equally successful. The small Austrian garrison has evacuated Laveno, and effected its retreat into Switzerland, and Garibaldi is absolute master of the country north of Milan between the Ticino and Adda. <box>564 1042 731 1119</box>
article-paragraph: The Emperor of the French had an opportunity on this occasion of recalling the personal gallantry of his royal ally; and all reports agree that he availed himself of it intrepidly. "I am assured," says one letter, "that the Emperor and the King are always in the thick of the fight; and the correspondent of the Morning Post states—"The Emperor rode out at eleven to see what progress they were making in Magenta. We also heard that the King he galloped forward; he exposed himself so much that his aides-de-camp were obliged to expostulate with him. He remained for some time precisely in the place where the fire was the hottest." <box>564 132 731 310</box>
article-paragraph: We have Sydney papers to the 11th instant. The following items are from the Empire of the 6th. <box>26 58 193 91</box>
article-paragraph: The total earnings of the Great Southern Railway, for the week ending 6th August, 1859, amounted to £869 7s. 10d., and the total number of passengers carried to 2034.—Empire, August 10. <box>205 1619 372 1674</box>
article-paragraph: A Mrs. Parvenile, of Tirania, poisoned herself with strychnine, whilst labouring under mental aberration, brought about by the combined influence of ill-health and the use of intoxicating drinks. She was found by her daughter lying on the ground, screaming and writhing in the agonies of death. She was a married woman, 36 years old, and leaves three children. <box>26 1034 193 1134</box>
article-paragraph: Juvenile Missionary Society.—The third annual meeting of the above society took place yesterday evening, at the Temperance Hall, when there was a very good attendance, comprising a considerable sprinkling of ladies. One of the principal objects to be initiated at this meeting was the proposed establishment of a boys' missionary. Mr. John Black, M.L.A., was voted into the chair, and in a brief speech explained the object for which the meeting had been called, namely, the adoption of the report. He spoke of the noble exertions which the young lads forming this society had made during the last year to disseminate the broad truths of Christianity without reference to sectarian views or prejudices. The year of such a society had been long felt by the community, and the fact of its being composed almost entirely of juveniles, called for praise and admiration and support, inasmuch as the individuals composing it had a longer period of labor before them than those who engaged during the years of manhood.—Empire, Aug. 10. <box>205 2129 372 2417</box>
masthead-title: THE COLONIST. <box>441 4 675 24</box>
column-5 <box>738 44 918 1929</box>
article-heading: COMMERCIAL MORALITY. <box>960 42 1053 68</box>
article-paragraph: From the Richmond River there is a lamentable catalogue. Endrich Vanderline, a Hanoverian, was found drowned in Cooper's Creek. Two boys of the respective ages of 12 and 16, sons of a widow named Walpole, were drowned in attempting to cross some bullocks at the North Creek. Mr. Girrown, a squatter on the South Richmond, is believed to have been drowned in attempting to cross the falls at Casino. His horse was found grazing near, and his hat in the river. An old sawyer named Daniel Drutt has been found dead from the effects of drunkenness. <box>26 1544 193 1699</box>
